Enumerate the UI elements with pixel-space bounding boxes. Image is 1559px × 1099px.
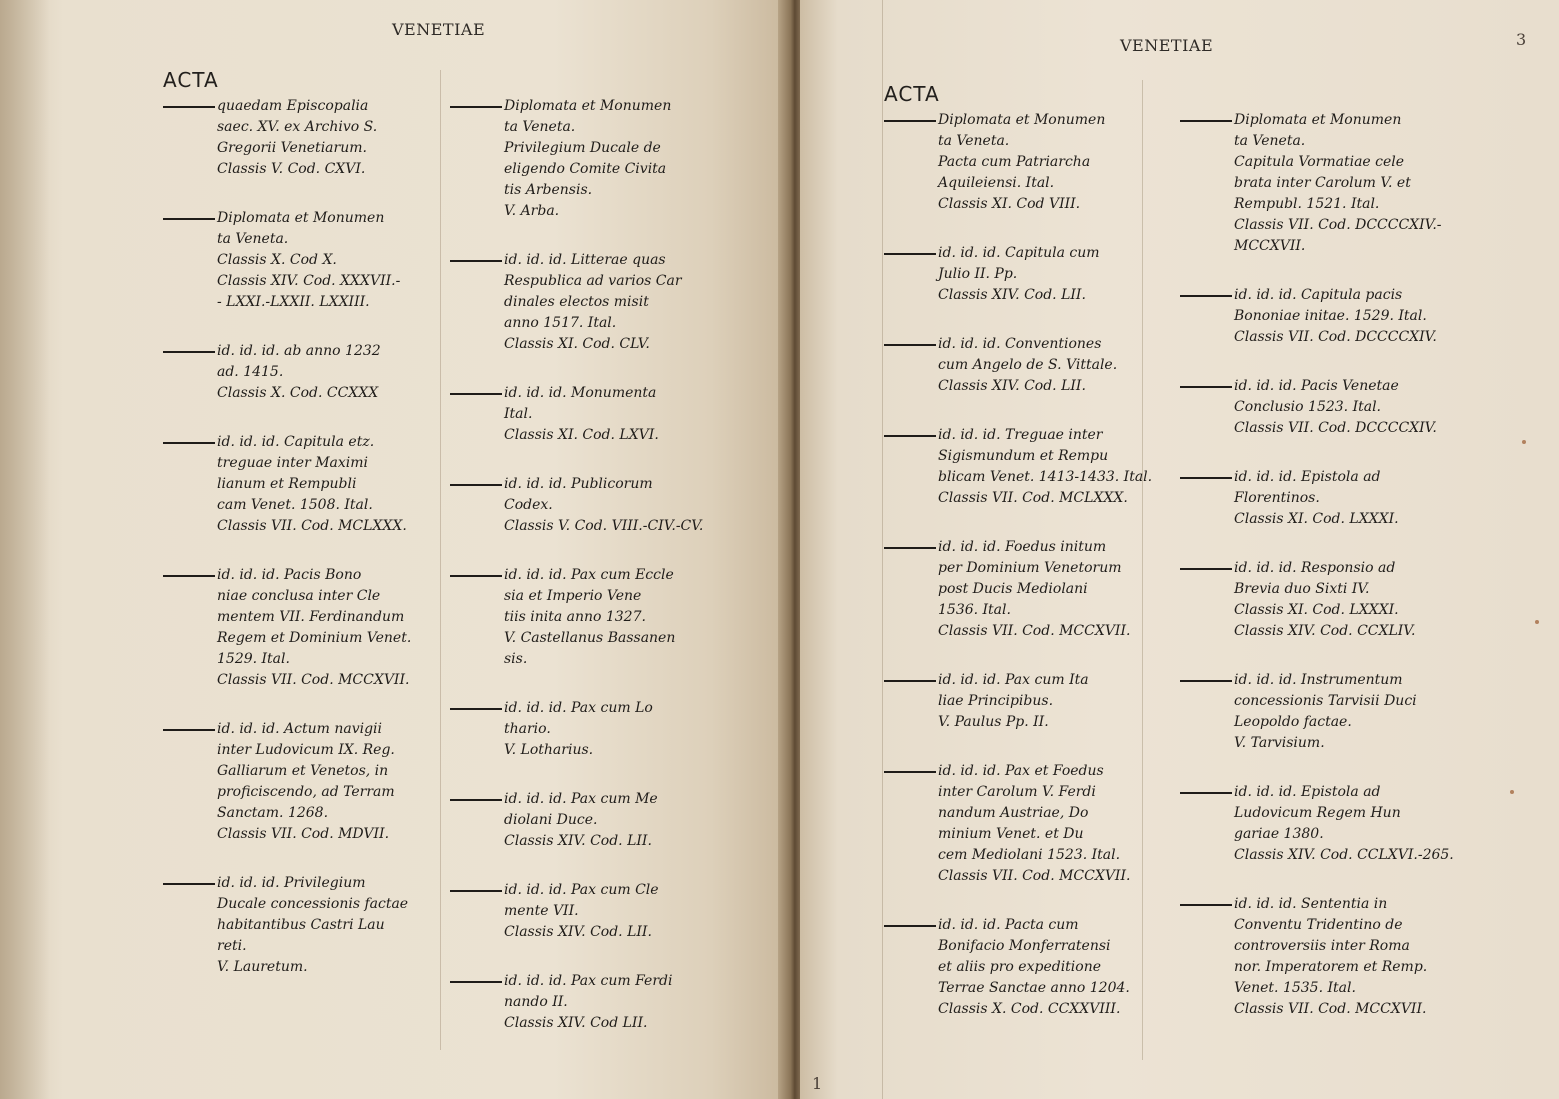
ledger-entry bbox=[1180, 285, 1460, 348]
entry-line: nando II. bbox=[504, 994, 568, 1010]
entry-line: Codex. bbox=[504, 497, 553, 513]
page-number: 3 bbox=[1516, 30, 1527, 49]
entry-line: Classis XI. Cod. CLV. bbox=[504, 336, 650, 352]
ledger-entry bbox=[884, 110, 1164, 215]
entry-dash bbox=[1180, 680, 1232, 682]
entry-text bbox=[217, 208, 443, 313]
entry-dash bbox=[884, 925, 936, 927]
entry-text bbox=[217, 873, 443, 978]
entry-text bbox=[504, 474, 730, 537]
entry-dash bbox=[1180, 386, 1232, 388]
entry-line: ta Veneta. bbox=[938, 133, 1010, 149]
entry-dash bbox=[450, 890, 502, 892]
entry-line: treguae inter Maximi bbox=[217, 455, 369, 471]
entry-line: Sigismundum et Rempu bbox=[938, 448, 1109, 464]
entry-line: proficiscendo, ad Terram bbox=[217, 784, 395, 800]
entry-line: id. id. id. Litterae quas bbox=[504, 252, 666, 268]
left-column-1 bbox=[163, 96, 443, 1006]
entry-line: Classis VII. Cod. MCCXVII. bbox=[938, 868, 1131, 884]
ledger-entry bbox=[884, 915, 1164, 1020]
entry-text bbox=[504, 383, 730, 446]
entry-line: Aquileiensi. Ital. bbox=[938, 175, 1055, 191]
entry-line: Bonifacio Monferratensi bbox=[938, 938, 1111, 954]
entry-text bbox=[1234, 376, 1460, 439]
ledger-entry bbox=[884, 334, 1164, 397]
entry-line: Classis XIV. Cod. CCXLIV. bbox=[1234, 623, 1416, 639]
entry-line: per Dominium Venetorum bbox=[938, 560, 1122, 576]
entry-line: Julio II. Pp. bbox=[938, 266, 1018, 282]
entry-line: id. id. id. Actum navigii bbox=[217, 721, 383, 737]
entry-text bbox=[504, 789, 730, 852]
entry-text bbox=[217, 565, 443, 691]
entry-dash bbox=[1180, 792, 1232, 794]
entry-line: id. id. id. Monumenta bbox=[504, 385, 657, 401]
entry-dash bbox=[1180, 295, 1232, 297]
entry-line: Diplomata et Monumen bbox=[504, 98, 672, 114]
entry-line: Bononiae initae. 1529. Ital. bbox=[1234, 308, 1427, 324]
entry-line: nor. Imperatorem et Remp. bbox=[1234, 959, 1428, 975]
entry-line: anno 1517. Ital. bbox=[504, 315, 617, 331]
entry-line: Leopoldo factae. bbox=[1234, 714, 1352, 730]
ledger-entry bbox=[450, 880, 730, 943]
entry-line: 1536. Ital. bbox=[938, 602, 1011, 618]
entry-dash bbox=[450, 106, 502, 108]
ledger-entry bbox=[1180, 670, 1460, 754]
entry-line: Classis X. Cod X. bbox=[217, 252, 337, 268]
entry-dash bbox=[163, 218, 215, 220]
entry-line: sis. bbox=[504, 651, 528, 667]
entry-line: id. id. id. Capitula cum bbox=[938, 245, 1100, 261]
entry-line: Classis XIV. Cod. LII. bbox=[938, 378, 1086, 394]
entry-line: Rempubl. 1521. Ital. bbox=[1234, 196, 1380, 212]
left-column-2 bbox=[450, 96, 730, 1062]
entry-text bbox=[504, 971, 730, 1034]
entry-text bbox=[1234, 894, 1460, 1020]
entry-line: id. id. id. Pax cum Ita bbox=[938, 672, 1089, 688]
entry-line: cum Angelo de S. Vittale. bbox=[938, 357, 1118, 373]
entry-line: Regem et Dominium Venet. bbox=[217, 630, 412, 646]
entry-line: Pacta cum Patriarcha bbox=[938, 154, 1091, 170]
entry-line: Classis VII. Cod. DCCCCXIV. bbox=[1234, 420, 1437, 436]
entry-line: Classis XIV. Cod. CCLXVI.-265. bbox=[1234, 847, 1454, 863]
footer-mark: 1 bbox=[812, 1074, 823, 1093]
ledger-entry bbox=[450, 96, 730, 222]
ledger-entry bbox=[450, 565, 730, 670]
entry-line: thario. bbox=[504, 721, 551, 737]
entry-line: ad. 1415. bbox=[217, 364, 284, 380]
entry-text bbox=[938, 537, 1164, 642]
entry-line: minium Venet. et Du bbox=[938, 826, 1084, 842]
entry-dash bbox=[884, 120, 936, 122]
entry-line: id. id. id. Pax cum Eccle bbox=[504, 567, 674, 583]
ledger-entry bbox=[450, 474, 730, 537]
entry-text bbox=[504, 698, 730, 761]
entry-line: lianum et Rempubli bbox=[217, 476, 357, 492]
ledger-entry bbox=[1180, 110, 1460, 257]
entry-dash bbox=[884, 547, 936, 549]
entry-line: Classis VII. Cod. MCCXVII. bbox=[938, 623, 1131, 639]
entry-line: niae conclusa inter Cle bbox=[217, 588, 381, 604]
entry-line: Sanctam. 1268. bbox=[217, 805, 329, 821]
entry-line: 1529. Ital. bbox=[217, 651, 290, 667]
entry-dash bbox=[163, 575, 215, 577]
entry-line: Ducale concessionis factae bbox=[217, 896, 409, 912]
entry-line: id. id. id. Pax cum Ferdi bbox=[504, 973, 673, 989]
left-page-header: VENETIAE bbox=[392, 20, 486, 39]
right-column-2 bbox=[1180, 110, 1460, 1048]
right-section-title: ACTA bbox=[884, 82, 940, 106]
left-section-title: ACTA bbox=[163, 68, 219, 92]
entry-dash bbox=[450, 484, 502, 486]
entry-line: id. id. id. Pacis Bono bbox=[217, 567, 362, 583]
ledger-entry bbox=[450, 971, 730, 1034]
entry-line: V. Paulus Pp. II. bbox=[938, 714, 1049, 730]
entry-line: V. Lotharius. bbox=[504, 742, 594, 758]
entry-dash bbox=[163, 442, 215, 444]
entry-line: Classis VII. Cod. MCCXVII. bbox=[1234, 1001, 1427, 1017]
entry-line: eligendo Comite Civita bbox=[504, 161, 667, 177]
entry-line: Conventu Tridentino de bbox=[1234, 917, 1403, 933]
entry-line: Respublica ad varios Car bbox=[504, 273, 682, 289]
entry-line: Classis XI. Cod. LXVI. bbox=[504, 427, 659, 443]
entry-line: inter Carolum V. Ferdi bbox=[938, 784, 1096, 800]
foxing-spot bbox=[1522, 440, 1526, 444]
entry-line: id. id. id. Sententia in bbox=[1234, 896, 1388, 912]
entry-line: inter Ludovicum IX. Reg. bbox=[217, 742, 395, 758]
entry-line: id. id. id. Privilegium bbox=[217, 875, 366, 891]
entry-line: Classis XI. Cod VIII. bbox=[938, 196, 1081, 212]
entry-line: Classis XIV. Cod. XXXVII.- bbox=[217, 273, 401, 289]
entry-line: id. id. id. Instrumentum bbox=[1234, 672, 1403, 688]
entry-line: id. id. id. Publicorum bbox=[504, 476, 653, 492]
ledger-entry bbox=[884, 243, 1164, 306]
entry-text bbox=[217, 341, 443, 404]
entry-line: Ludovicum Regem Hun bbox=[1234, 805, 1401, 821]
entry-text bbox=[217, 96, 443, 180]
foxing-spot bbox=[1510, 790, 1514, 794]
entry-line: ta Veneta. bbox=[217, 231, 289, 247]
entry-text bbox=[504, 880, 730, 943]
ledger-entry bbox=[163, 565, 443, 691]
entry-line: Classis XIV. Cod. LII. bbox=[938, 287, 1086, 303]
entry-text bbox=[938, 761, 1164, 887]
entry-line: Gregorii Venetiarum. bbox=[217, 140, 367, 156]
entry-line: id. id. id. Pax cum Lo bbox=[504, 700, 653, 716]
entry-line: id. id. id. Epistola ad bbox=[1234, 469, 1381, 485]
ledger-entry bbox=[450, 698, 730, 761]
ledger-entry bbox=[884, 761, 1164, 887]
ledger-entry bbox=[163, 719, 443, 845]
entry-line: id. id. id. Pax cum Me bbox=[504, 791, 658, 807]
entry-line: dinales electos misit bbox=[504, 294, 649, 310]
page-margin-rule bbox=[882, 0, 883, 1099]
ledger-entry bbox=[884, 670, 1164, 733]
entry-line: nandum Austriae, Do bbox=[938, 805, 1089, 821]
entry-line: id. id. id. Foedus initum bbox=[938, 539, 1107, 555]
entry-dash bbox=[450, 260, 502, 262]
entry-text bbox=[1234, 670, 1460, 754]
entry-line: Classis X. Cod. CCXXX bbox=[217, 385, 379, 401]
entry-line: Classis VII. Cod. DCCCCXIV. bbox=[1234, 329, 1437, 345]
entry-line: Terrae Sanctae anno 1204. bbox=[938, 980, 1130, 996]
entry-line: Classis XIV. Cod. LII. bbox=[504, 924, 652, 940]
ledger-entry bbox=[163, 96, 443, 180]
entry-text bbox=[938, 425, 1164, 509]
entry-line: V. Castellanus Bassanen bbox=[504, 630, 676, 646]
entry-line: tis Arbensis. bbox=[504, 182, 593, 198]
entry-line: Privilegium Ducale de bbox=[504, 140, 661, 156]
entry-line: blicam Venet. 1413-1433. Ital. bbox=[938, 469, 1153, 485]
ledger-entry bbox=[1180, 894, 1460, 1020]
entry-text bbox=[938, 110, 1164, 215]
entry-dash bbox=[450, 799, 502, 801]
entry-line: reti. bbox=[217, 938, 247, 954]
ledger-entry bbox=[884, 425, 1164, 509]
entry-dash bbox=[884, 344, 936, 346]
entry-line: post Ducis Mediolani bbox=[938, 581, 1088, 597]
entry-dash bbox=[450, 708, 502, 710]
ledger-entry bbox=[163, 873, 443, 978]
entry-dash bbox=[163, 351, 215, 353]
entry-text bbox=[938, 670, 1164, 733]
right-page bbox=[800, 0, 1559, 1099]
entry-line: ta Veneta. bbox=[1234, 133, 1306, 149]
entry-dash bbox=[163, 106, 215, 108]
entry-text bbox=[504, 565, 730, 670]
entry-line: mente VII. bbox=[504, 903, 579, 919]
entry-line: diolani Duce. bbox=[504, 812, 598, 828]
entry-line: Diplomata et Monumen bbox=[1234, 112, 1402, 128]
entry-line: ta Veneta. bbox=[504, 119, 576, 135]
ledger-entry bbox=[1180, 782, 1460, 866]
entry-line: concessionis Tarvisii Duci bbox=[1234, 693, 1417, 709]
entry-line: Conclusio 1523. Ital. bbox=[1234, 399, 1381, 415]
entry-line: Ital. bbox=[504, 406, 533, 422]
entry-line: id. id. id. Conventiones bbox=[938, 336, 1102, 352]
ledger-entry bbox=[884, 537, 1164, 642]
entry-line: id. id. id. ab anno 1232 bbox=[217, 343, 381, 359]
entry-line: id. id. id. Treguae inter bbox=[938, 427, 1103, 443]
entry-line: id. id. id. Capitula etz. bbox=[217, 434, 375, 450]
ledger-entry bbox=[1180, 376, 1460, 439]
entry-dash bbox=[1180, 568, 1232, 570]
entry-text bbox=[938, 334, 1164, 397]
entry-line: Capitula Vormatiae cele bbox=[1234, 154, 1405, 170]
entry-dash bbox=[450, 981, 502, 983]
entry-line: V. Lauretum. bbox=[217, 959, 308, 975]
entry-line: id. id. id. Pacis Venetae bbox=[1234, 378, 1399, 394]
entry-line: Diplomata et Monumen bbox=[217, 210, 385, 226]
entry-line: Venet. 1535. Ital. bbox=[1234, 980, 1356, 996]
entry-line: Classis XI. Cod. LXXXI. bbox=[1234, 602, 1399, 618]
ledger-entry bbox=[450, 250, 730, 355]
entry-line: controversiis inter Roma bbox=[1234, 938, 1410, 954]
entry-line: Classis V. Cod. CXVI. bbox=[217, 161, 366, 177]
entry-text bbox=[938, 243, 1164, 306]
page-edge-stain bbox=[0, 0, 50, 1099]
entry-dash bbox=[884, 771, 936, 773]
entry-text bbox=[1234, 110, 1460, 257]
entry-line: brata inter Carolum V. et bbox=[1234, 175, 1411, 191]
entry-dash bbox=[884, 680, 936, 682]
entry-line: id. id. id. Pax et Foedus bbox=[938, 763, 1104, 779]
entry-dash bbox=[1180, 477, 1232, 479]
ledger-entry bbox=[1180, 558, 1460, 642]
entry-dash bbox=[884, 435, 936, 437]
entry-text bbox=[1234, 558, 1460, 642]
entry-dash bbox=[450, 393, 502, 395]
entry-dash bbox=[450, 575, 502, 577]
entry-text bbox=[217, 719, 443, 845]
entry-line: Classis XIV. Cod LII. bbox=[504, 1015, 648, 1031]
entry-text bbox=[1234, 285, 1460, 348]
entry-line: id. id. id. Pacta cum bbox=[938, 917, 1079, 933]
entry-dash bbox=[884, 253, 936, 255]
entry-line: habitantibus Castri Lau bbox=[217, 917, 385, 933]
entry-dash bbox=[163, 883, 215, 885]
entry-line: MCCXVII. bbox=[1234, 238, 1306, 254]
entry-line: mentem VII. Ferdinandum bbox=[217, 609, 405, 625]
entry-line: gariae 1380. bbox=[1234, 826, 1324, 842]
entry-text bbox=[217, 432, 443, 537]
ledger-entry bbox=[450, 789, 730, 852]
entry-line: Classis VII. Cod. MDVII. bbox=[217, 826, 390, 842]
ledger-entry bbox=[163, 208, 443, 313]
entry-line: Brevia duo Sixti IV. bbox=[1234, 581, 1370, 597]
entry-line: Galliarum et Venetos, in bbox=[217, 763, 389, 779]
entry-line: Classis VII. Cod. DCCCCXIV.- bbox=[1234, 217, 1442, 233]
entry-line: Florentinos. bbox=[1234, 490, 1320, 506]
ledger-entry bbox=[163, 432, 443, 537]
entry-line: cem Mediolani 1523. Ital. bbox=[938, 847, 1121, 863]
entry-line: saec. XV. ex Archivo S. bbox=[217, 119, 378, 135]
entry-text bbox=[1234, 782, 1460, 866]
foxing-spot bbox=[1535, 620, 1539, 624]
entry-line: V. Tarvisium. bbox=[1234, 735, 1325, 751]
entry-line: tiis inita anno 1327. bbox=[504, 609, 646, 625]
entry-line: Classis VII. Cod. MCCXVII. bbox=[217, 672, 410, 688]
entry-line: et aliis pro expeditione bbox=[938, 959, 1102, 975]
ledger-entry bbox=[450, 383, 730, 446]
entry-line: Diplomata et Monumen bbox=[938, 112, 1106, 128]
entry-dash bbox=[1180, 904, 1232, 906]
ledger-entry bbox=[163, 341, 443, 404]
entry-line: Classis VII. Cod. MCLXXX. bbox=[217, 518, 407, 534]
entry-line: Classis V. Cod. VIII.-CIV.-CV. bbox=[504, 518, 704, 534]
entry-dash bbox=[163, 729, 215, 731]
entry-text bbox=[504, 96, 730, 222]
entry-line: liae Principibus. bbox=[938, 693, 1054, 709]
entry-line: quaedam Episcopalia bbox=[217, 98, 369, 114]
right-page-header: VENETIAE bbox=[1120, 36, 1214, 55]
entry-text bbox=[1234, 467, 1460, 530]
entry-line: sia et Imperio Vene bbox=[504, 588, 642, 604]
entry-line: id. id. id. Responsio ad bbox=[1234, 560, 1396, 576]
entry-line: - LXXI.-LXXII. LXXIII. bbox=[217, 294, 370, 310]
entry-text bbox=[504, 250, 730, 355]
right-column-1 bbox=[884, 110, 1164, 1048]
entry-line: Classis XI. Cod. LXXXI. bbox=[1234, 511, 1399, 527]
entry-line: Classis VII. Cod. MCLXXX. bbox=[938, 490, 1128, 506]
entry-line: V. Arba. bbox=[504, 203, 560, 219]
entry-line: id. id. id. Epistola ad bbox=[1234, 784, 1381, 800]
entry-line: Classis XIV. Cod. LII. bbox=[504, 833, 652, 849]
entry-dash bbox=[1180, 120, 1232, 122]
entry-line: Classis X. Cod. CCXXVIII. bbox=[938, 1001, 1121, 1017]
entry-line: id. id. id. Capitula pacis bbox=[1234, 287, 1403, 303]
entry-line: cam Venet. 1508. Ital. bbox=[217, 497, 373, 513]
entry-text bbox=[938, 915, 1164, 1020]
entry-line: id. id. id. Pax cum Cle bbox=[504, 882, 659, 898]
ledger-entry bbox=[1180, 467, 1460, 530]
